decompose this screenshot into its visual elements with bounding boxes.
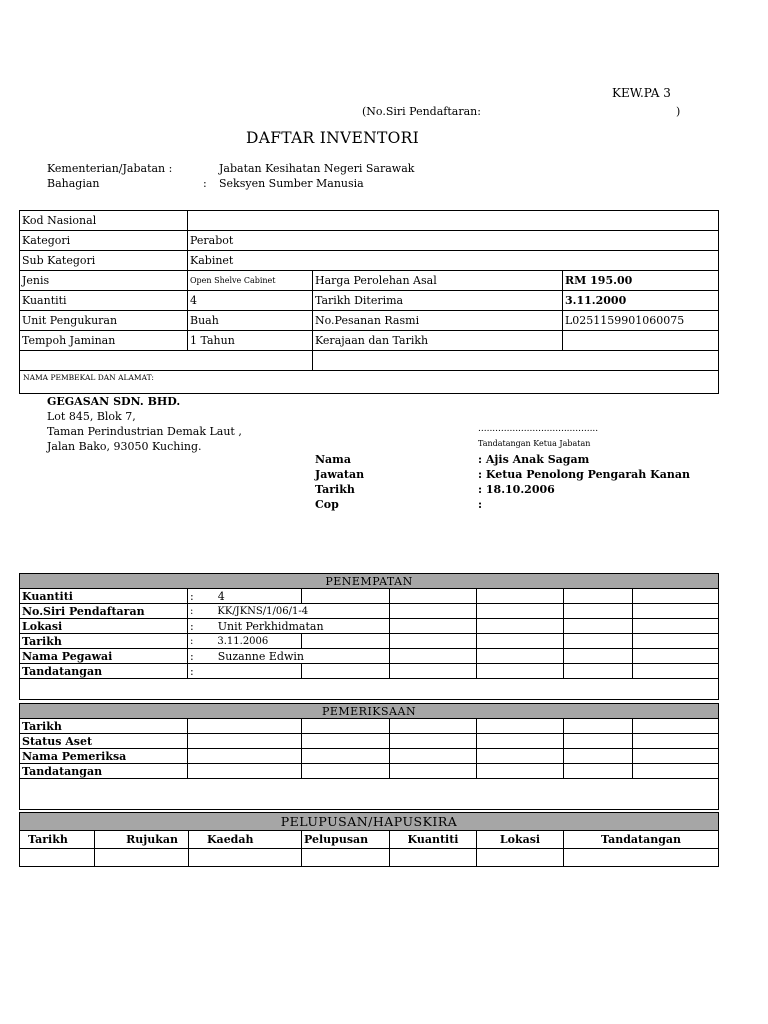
blank-row [20, 779, 719, 810]
jawatan-value: : Ketua Penolong Pengarah Kanan [478, 468, 690, 481]
pelupusan-header: Tarikh [20, 831, 95, 849]
cop-value: : [478, 498, 483, 511]
separator: : [190, 664, 194, 678]
value-text: 4 [217, 589, 225, 603]
penempatan-value [188, 664, 302, 679]
tarikh-diterima-label: Tarikh Diterima [313, 291, 563, 311]
kementerian-value: Jabatan Kesihatan Negeri Sarawak [219, 162, 415, 175]
value-text: Unit Perkhidmatan [217, 619, 324, 633]
pemeriksaan-table [19, 703, 719, 810]
sub-kategori-value: Kabinet [188, 251, 719, 271]
pemeriksaan-label: Status Aset [20, 734, 188, 749]
unit-value: Buah [188, 311, 313, 331]
tempoh-label: Tempoh Jaminan [20, 331, 188, 351]
unit-label: Unit Pengukuran [20, 311, 188, 331]
kod-nasional-value [188, 211, 719, 231]
tarikh-diterima-value: 3.11.2000 [563, 291, 719, 311]
tarikh-label: Tarikh [315, 483, 355, 496]
kerajaan-value [563, 331, 719, 351]
penempatan-value [188, 604, 390, 619]
value-text: KK/JKNS/1/06/1-4 [217, 605, 309, 617]
penempatan-label: Tandatangan [20, 664, 188, 679]
value-text: 3.11.2006 [217, 635, 269, 647]
tarikh-value: : 18.10.2006 [478, 483, 555, 496]
penempatan-label: No.Siri Pendaftaran [20, 604, 188, 619]
pelupusan-header: Lokasi [477, 831, 564, 849]
signature-line: .......................................... [478, 424, 599, 434]
penempatan-value [188, 619, 390, 634]
kategori-value: Perabot [188, 231, 719, 251]
separator: : [190, 589, 194, 603]
penempatan-label: Lokasi [20, 619, 188, 634]
siri-close: ) [676, 105, 681, 118]
separator: : [190, 635, 194, 647]
value-text: Suzanne Edwin [217, 649, 304, 663]
penempatan-value [188, 649, 390, 664]
kuantiti-value: 4 [188, 291, 313, 311]
info-table [19, 210, 719, 511]
kuantiti-label: Kuantiti [20, 291, 188, 311]
pelupusan-header: Tandatangan [564, 831, 719, 849]
signature-cell [313, 351, 719, 511]
jenis-value: Open Shelve Cabinet [188, 271, 313, 291]
penempatan-table [19, 573, 719, 700]
harga-label: Harga Perolehan Asal [313, 271, 563, 291]
supplier-address-line: Lot 845, Blok 7, [47, 410, 136, 423]
bahagian-value: Seksyen Sumber Manusia [219, 177, 364, 190]
blank-row [20, 679, 719, 700]
penempatan-label: Kuantiti [20, 589, 188, 604]
separator: : [190, 605, 194, 617]
pemeriksaan-label: Nama Pemeriksa [20, 749, 188, 764]
pesanan-label: No.Pesanan Rasmi [313, 311, 563, 331]
pelupusan-header: Kuantiti [390, 831, 477, 849]
pemeriksaan-title: PEMERIKSAAN [20, 704, 719, 719]
kategori-label: Kategori [20, 231, 188, 251]
penempatan-value [188, 589, 302, 604]
cop-label: Cop [315, 498, 339, 511]
pelupusan-header: Rujukan [95, 831, 189, 849]
siri-label: (No.Siri Pendaftaran: [362, 105, 481, 118]
supplier-heading: NAMA PEMBEKAL DAN ALAMAT: [23, 373, 154, 382]
separator: : [190, 619, 194, 633]
penempatan-label: Nama Pegawai [20, 649, 188, 664]
kementerian-label: Kementerian/Jabatan : [47, 162, 173, 175]
bahagian-sep: : [203, 177, 207, 190]
penempatan-value [188, 634, 302, 649]
pelupusan-title: PELUPUSAN/HAPUSKIRA [20, 813, 719, 831]
kerajaan-label: Kerajaan dan Tarikh [313, 331, 563, 351]
penempatan-label: Tarikh [20, 634, 188, 649]
kod-nasional-label: Kod Nasional [20, 211, 188, 231]
separator: : [190, 649, 194, 663]
supplier-name: GEGASAN SDN. BHD. [47, 395, 181, 408]
jawatan-label: Jawatan [315, 468, 365, 481]
form-code: KEW.PA 3 [612, 86, 671, 100]
pesanan-value: L0251159901060075 [563, 311, 719, 331]
pelupusan-header: Pelupusan [302, 831, 390, 849]
sub-kategori-label: Sub Kategori [20, 251, 188, 271]
harga-value: RM 195.00 [563, 271, 719, 291]
pemeriksaan-label: Tarikh [20, 719, 188, 734]
supplier-address-line: Taman Perindustrian Demak Laut , [47, 425, 242, 438]
nama-label: Nama [315, 453, 351, 466]
nama-value: : Ajis Anak Sagam [478, 453, 590, 466]
penempatan-title: PENEMPATAN [20, 574, 719, 589]
pelupusan-table [19, 812, 719, 867]
page-title: DAFTAR INVENTORI [246, 129, 420, 147]
jenis-label: Jenis [20, 271, 188, 291]
bahagian-label: Bahagian [47, 177, 100, 190]
pelupusan-header: Kaedah [189, 831, 302, 849]
supplier-address-line: Jalan Bako, 93050 Kuching. [47, 440, 202, 453]
supplier-cell [20, 351, 313, 453]
tempoh-value: 1 Tahun [188, 331, 313, 351]
pemeriksaan-label: Tandatangan [20, 764, 188, 779]
signature-caption: Tandatangan Ketua Jabatan [478, 439, 591, 448]
